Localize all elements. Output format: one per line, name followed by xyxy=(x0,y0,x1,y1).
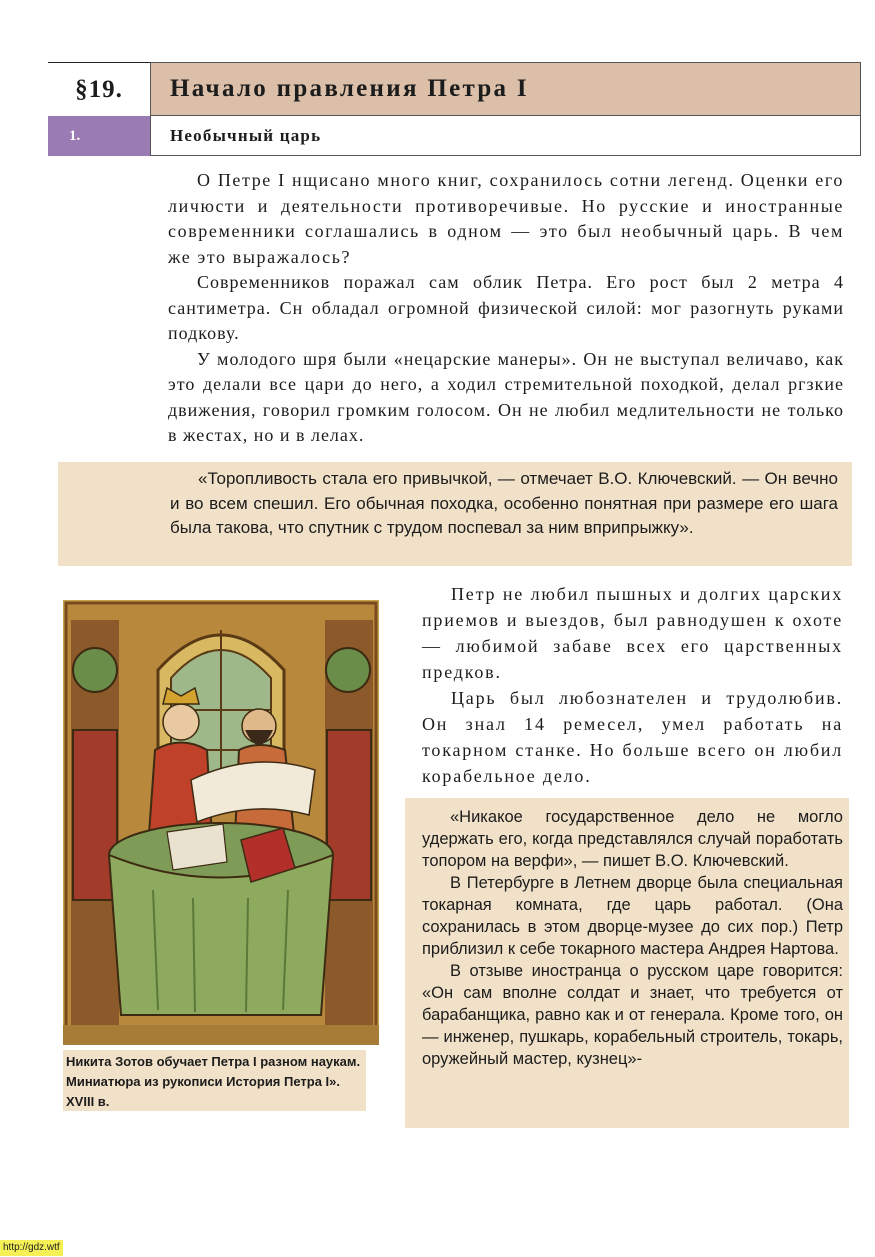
quote-paragraph: В Петербурге в Летнем дворце была специальная токарная комната, где царь работал. (Она сохранилась в этом дворце-музее до сих пор.) Петр приблизил к себе токарного мастера Андрея Нартова. xyxy=(422,874,843,958)
paragraph-intro: О Петре I нщисано много книг, сохранилось сотни легенд. Оценки его личюсти и деятельности противоречивые. Но русские и иностранные современники соглашались в одном — это был необычный царь. В чем же это выражалось? xyxy=(168,170,844,267)
section-number: §19. xyxy=(48,62,150,116)
subsection-number: 1. xyxy=(48,116,150,156)
main-text xyxy=(168,168,844,449)
watermark-link[interactable]: http://gdz.wtf xyxy=(0,1240,63,1256)
paragraph-crafts: Царь был любознателен и трудолюбив. Он знал 14 ремесел, умел работать на токарном станке. Но больше всего он любил корабельное дело. xyxy=(422,688,843,786)
quote-paragraph: В отзыве иностранца о русском царе говоритcя: «Он сам вполне солдат и знает, что требуется от барабанщика, равно как и от генерала. Кроме того, он — инженер, пушкарь, корабельный строитель, токарь, оружейный мастер, кузнец»- xyxy=(422,962,843,1068)
paragraph-manners: У молодого шря были «нецарские манеры». Он не выступал величаво, как это делали все цари до него, а ходил стремительной походкой, делал ргзкие движения, говорил громким голосом. Он не любил медлительности не только в жестах, но и в лелах. xyxy=(168,348,844,445)
right-column-text xyxy=(422,581,843,789)
illustration-caption: Никита Зотов обучает Петра I разном наукам. Миниатюра из рукописи История Петра I». XVIII в. xyxy=(63,1050,366,1111)
miniature-illustration xyxy=(63,600,379,1045)
paragraph-appearance: Современников поражал сам облик Петра. Его рост был 2 метра 4 сантиметра. Сн обладал огромной физической силой: мог разогнуть руками подкову. xyxy=(168,272,844,343)
quote-paragraph: «Никакое государственное дело не могло удержать его, когда представлялся случай поработать топором на верфи», — пишет В.О. Ключевский. xyxy=(422,808,843,870)
subsection-title: Необычный царь xyxy=(150,116,861,156)
section-title: Начало правления Петра I xyxy=(150,62,861,116)
quote-box-kluchevsky xyxy=(58,462,852,566)
paragraph-receptions: Петр не любил пышных и долгих царских приемов и выездов, был равнодушен к охоте — любимой забаве всех его царственных предков. xyxy=(422,584,843,682)
quote-box-shipbuilding xyxy=(405,798,849,1128)
miniature-image xyxy=(63,600,379,1045)
quote-text: «Торопливость стала его привычкой, — отмечает В.О. Ключевский. — Он вечно и во всем спешил. Его обычная походка, особенно понятная при размере его шага была такова, что спутник с трудом поспевал за ним вприпрыжку». xyxy=(170,469,838,537)
